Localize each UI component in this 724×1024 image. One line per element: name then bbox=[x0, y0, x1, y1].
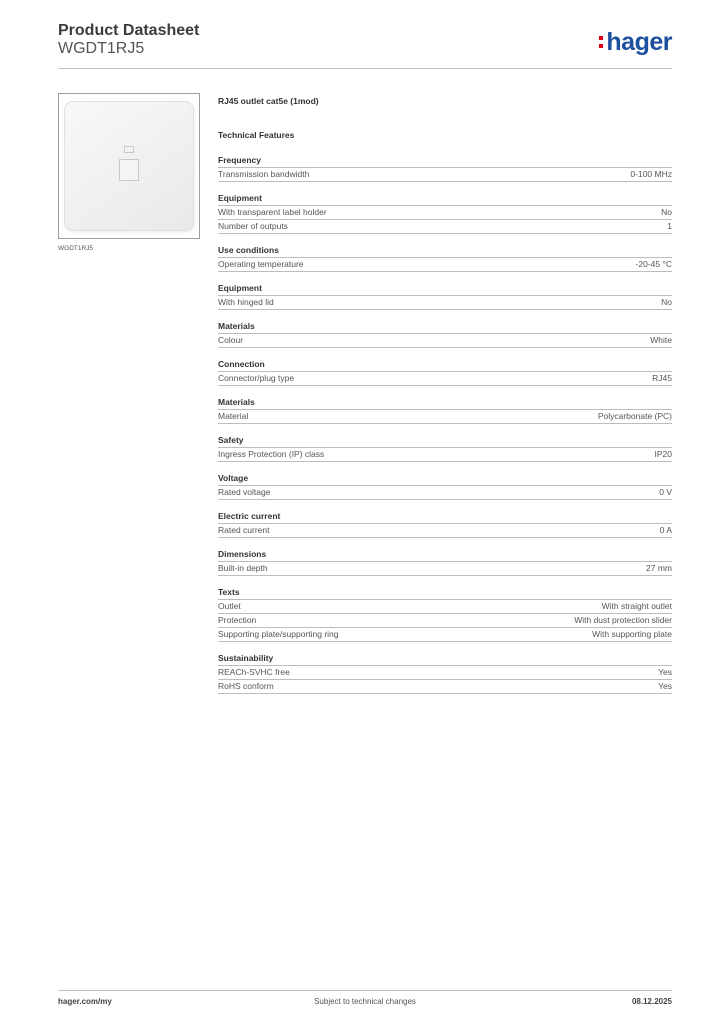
page-header bbox=[58, 22, 672, 68]
feature-section bbox=[218, 548, 672, 576]
feature-row bbox=[218, 562, 672, 576]
footer-notice: Subject to technical changes bbox=[314, 997, 416, 1006]
feature-label: Protection bbox=[218, 615, 257, 625]
feature-value: RJ45 bbox=[652, 373, 672, 383]
feature-row bbox=[218, 486, 672, 500]
feature-row bbox=[218, 524, 672, 538]
feature-value: 27 mm bbox=[646, 563, 672, 573]
feature-row bbox=[218, 220, 672, 234]
feature-value: Polycarbonate (PC) bbox=[597, 411, 672, 421]
feature-value: Yes bbox=[658, 681, 672, 691]
feature-row bbox=[218, 680, 672, 694]
section-title: Use conditions bbox=[218, 244, 672, 258]
feature-label: REACh-SVHC free bbox=[218, 667, 290, 677]
footer-divider bbox=[58, 990, 672, 991]
section-title: Connection bbox=[218, 358, 672, 372]
feature-row bbox=[218, 448, 672, 462]
footer-website: hager.com/my bbox=[58, 997, 112, 1006]
feature-row bbox=[218, 372, 672, 386]
feature-value: Yes bbox=[658, 667, 672, 677]
feature-value: No bbox=[661, 297, 672, 307]
feature-row bbox=[218, 600, 672, 614]
feature-label: Outlet bbox=[218, 601, 241, 611]
features-title: Technical Features bbox=[218, 130, 295, 140]
feature-label: Rated current bbox=[218, 525, 270, 535]
feature-section bbox=[218, 244, 672, 272]
label-slot-icon bbox=[124, 146, 134, 153]
feature-section bbox=[218, 358, 672, 386]
section-title: Equipment bbox=[218, 282, 672, 296]
feature-section bbox=[218, 320, 672, 348]
feature-value: No bbox=[661, 207, 672, 217]
section-title: Materials bbox=[218, 320, 672, 334]
feature-row bbox=[218, 614, 672, 628]
feature-label: Built-in depth bbox=[218, 563, 268, 573]
feature-row bbox=[218, 666, 672, 680]
feature-value: -20-45 °C bbox=[635, 259, 672, 269]
feature-section bbox=[218, 586, 672, 642]
section-title: Electric current bbox=[218, 510, 672, 524]
technical-content bbox=[218, 96, 672, 694]
feature-label: With hinged lid bbox=[218, 297, 274, 307]
section-title: Texts bbox=[218, 586, 672, 600]
feature-section bbox=[218, 472, 672, 500]
rj45-jack-icon bbox=[119, 159, 139, 181]
feature-label: Rated voltage bbox=[218, 487, 271, 497]
section-title: Dimensions bbox=[218, 548, 672, 562]
feature-value: 0 A bbox=[659, 525, 672, 535]
feature-value: With supporting plate bbox=[592, 629, 672, 639]
feature-value: With straight outlet bbox=[601, 601, 672, 611]
feature-sections bbox=[218, 154, 672, 694]
feature-section bbox=[218, 396, 672, 424]
feature-value: 0 V bbox=[659, 487, 672, 497]
feature-row bbox=[218, 410, 672, 424]
section-title: Materials bbox=[218, 396, 672, 410]
feature-value: With dust protection slider bbox=[574, 615, 672, 625]
section-title: Frequency bbox=[218, 154, 672, 168]
page-title: Product Datasheet bbox=[58, 22, 200, 39]
feature-row bbox=[218, 168, 672, 182]
footer-date: 08.12.2025 bbox=[631, 997, 672, 1006]
product-code: WGDT1RJ5 bbox=[58, 40, 145, 57]
feature-label: With transparent label holder bbox=[218, 207, 327, 217]
section-title: Voltage bbox=[218, 472, 672, 486]
feature-row bbox=[218, 296, 672, 310]
feature-label: Ingress Protection (IP) class bbox=[218, 449, 325, 459]
section-title: Equipment bbox=[218, 192, 672, 206]
hager-logo bbox=[599, 28, 672, 57]
section-title: Safety bbox=[218, 434, 672, 448]
feature-value: 0-100 MHz bbox=[630, 169, 672, 179]
product-name: RJ45 outlet cat5e (1mod) bbox=[218, 96, 319, 106]
feature-label: Material bbox=[218, 411, 249, 421]
page-footer bbox=[58, 997, 672, 1009]
feature-row bbox=[218, 334, 672, 348]
feature-section bbox=[218, 652, 672, 694]
outlet-plate-icon bbox=[64, 101, 194, 231]
feature-label: Supporting plate/supporting ring bbox=[218, 629, 339, 639]
feature-label: Number of outputs bbox=[218, 221, 288, 231]
feature-label: Operating temperature bbox=[218, 259, 304, 269]
feature-section bbox=[218, 282, 672, 310]
logo-text: hager bbox=[606, 28, 672, 56]
header-divider bbox=[58, 68, 672, 69]
feature-value: White bbox=[650, 335, 672, 345]
feature-label: RoHS conform bbox=[218, 681, 274, 691]
feature-value: 1 bbox=[667, 221, 672, 231]
feature-section bbox=[218, 154, 672, 182]
feature-section bbox=[218, 434, 672, 462]
feature-section bbox=[218, 510, 672, 538]
feature-value: IP20 bbox=[654, 449, 672, 459]
feature-row bbox=[218, 258, 672, 272]
image-caption: WGDT1RJ5 bbox=[58, 245, 94, 252]
logo-dots-icon bbox=[599, 33, 603, 51]
feature-label: Transmission bandwidth bbox=[218, 169, 310, 179]
section-title: Sustainability bbox=[218, 652, 672, 666]
product-image bbox=[58, 93, 200, 239]
feature-section bbox=[218, 192, 672, 234]
feature-row bbox=[218, 206, 672, 220]
feature-label: Connector/plug type bbox=[218, 373, 295, 383]
feature-row bbox=[218, 628, 672, 642]
feature-label: Colour bbox=[218, 335, 244, 345]
